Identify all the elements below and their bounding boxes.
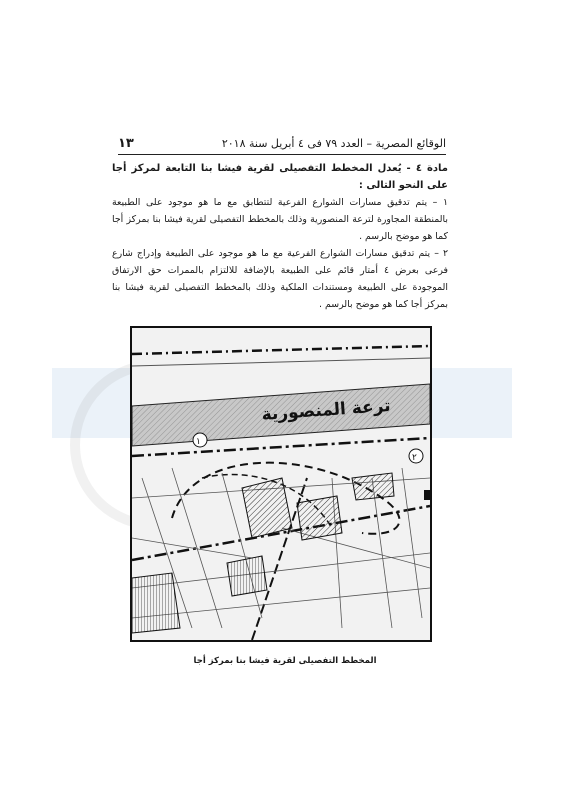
site-plan-map [130, 326, 432, 642]
hatched-plot-2 [297, 496, 342, 540]
site-plan-drawing [132, 328, 430, 640]
article-paragraph-1: ١ – يتم تدقيق مسارات الشوارع الفرعية لتتطابق مع ما هو موجود على الطبيعة بالمنطقة المجاورة لترعة المنصورية وذلك بالمخطط التفصيلى لقرية فيشا بنا بمركز أجا كما هو موضح بالرسم . [112, 197, 448, 242]
header-rule [118, 154, 446, 155]
hatched-plot-4 [227, 556, 267, 596]
publication-title: الوقائع المصرية – العدد ٧٩ فى ٤ أبريل سنة ٢٠١٨ [221, 136, 446, 150]
page-number: ١٣ [118, 135, 134, 151]
canal-label: ترعة المنصورية [260, 396, 392, 425]
hatched-plot-3 [132, 573, 180, 633]
article-body [112, 160, 448, 313]
map-caption: المخطط التفصيلى لقرية فيشا بنا بمركز أجا [193, 656, 377, 666]
marker-1-label: ١ [196, 437, 201, 447]
article-paragraph-2: ٢ – يتم تدقيق مسارات الشوارع الفرعية مع ما هو موجود على الطبيعة وإدراج شارع فرعى بعرض ٤ أمتار قائم على الطبيعة بالإضافة للالتزام بالممرات حق الارتفاق الموجودة على الطبيعة ومستندات الملكية وذلك بالمخطط التفصيلى لقرية فيشا بنا بمركز أجا كما هو موضح بالرسم . [112, 248, 448, 310]
hatched-plot-5 [352, 473, 394, 500]
page-header [118, 132, 446, 154]
edge-mark [424, 490, 430, 500]
marker-2-label: ٢ [412, 453, 417, 463]
article-title: مادة ٤ - يُعدل المخطط التفصيلى لقرية فيشا بنا التابعة لمركز أجا على النحو التالى : [112, 163, 448, 191]
